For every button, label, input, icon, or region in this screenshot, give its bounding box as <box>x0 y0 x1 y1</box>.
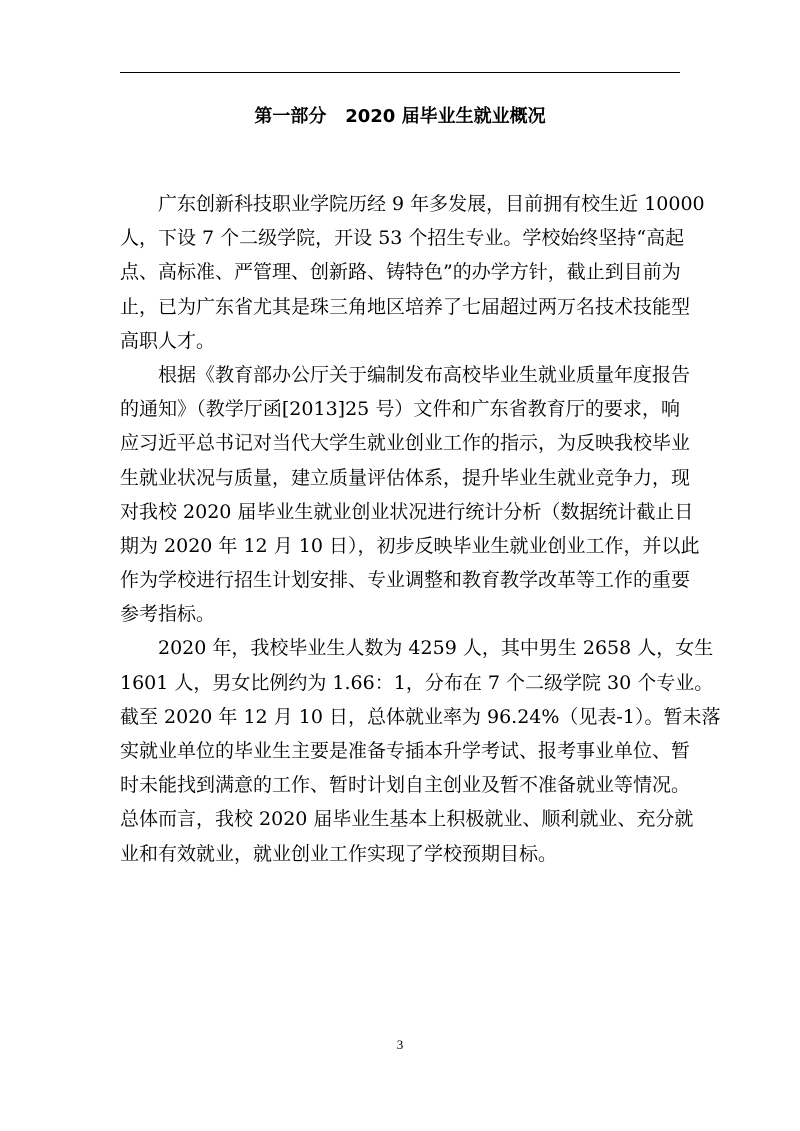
text-line: 1601 人，男女比例约为 1.66：1，分布在 7 个二级学院 30 个专业。 <box>120 671 714 694</box>
text-line: 应习近平总书记对当代大学生就业创业工作的指示，为反映我校毕业 <box>120 432 691 455</box>
text-line: 2020 年，我校毕业生人数为 4259 人，其中男生 2658 人，女生 <box>158 637 714 660</box>
document-body <box>120 187 721 871</box>
text-line: 根据《教育部办公厅关于编制发布高校毕业生就业质量年度报告 <box>158 363 691 386</box>
text-line: 点、高标准、严管理、创新路、铸特色”的办学方针，截止到目前为 <box>120 261 681 284</box>
section-title: 第一部分 2020 届毕业生就业概况 <box>254 106 546 127</box>
header-rule <box>120 72 680 73</box>
page-number: 3 <box>396 1037 404 1052</box>
text-line: 实就业单位的毕业生主要是准备专插本升学考试、报考事业单位、暂 <box>120 740 691 762</box>
text-line: 的通知》（教学厅函[2013]25 号）文件和广东省教育厅的要求，响 <box>120 398 680 421</box>
text-line: 生就业状况与质量，建立质量评估体系，提升毕业生就业竞争力，现 <box>120 466 691 489</box>
text-line: 截至 2020 年 12 月 10 日，总体就业率为 96.24%（见表-1）。暂未落 <box>120 705 721 728</box>
paragraph-report-basis <box>120 358 700 632</box>
text-line: 高职人才。 <box>120 329 216 352</box>
text-line: 总体而言，我校 2020 届毕业生基本上积极就业、顺利就业、充分就 <box>120 808 694 831</box>
text-line: 业和有效就业，就业创业工作实现了学校预期目标。 <box>120 842 558 865</box>
text-line: 人，下设 7 个二级学院，开设 53 个招生专业。学校始终坚持“高起 <box>120 227 685 250</box>
text-line: 时未能找到满意的工作、暂时计划自主创业及暂不准备就业等情况。 <box>120 774 691 797</box>
paragraph-graduate-statistics <box>120 631 721 870</box>
text-line: 止，已为广东省尤其是珠三角地区培养了七届超过两万名技术技能型 <box>120 295 691 318</box>
text-line: 参考指标。 <box>120 603 216 626</box>
paragraph-school-overview <box>120 187 705 358</box>
text-line: 广东创新科技职业学院历经 9 年多发展，目前拥有校生近 10000 <box>158 193 705 215</box>
text-line: 对我校 2020 届毕业生就业创业状况进行统计分析（数据统计截止日 <box>120 500 694 523</box>
text-line: 期为 2020 年 12 月 10 日），初步反映毕业生就业创业工作，并以此 <box>120 534 700 557</box>
text-line: 作为学校进行招生计划安排、专业调整和教育教学改革等工作的重要 <box>120 569 691 592</box>
